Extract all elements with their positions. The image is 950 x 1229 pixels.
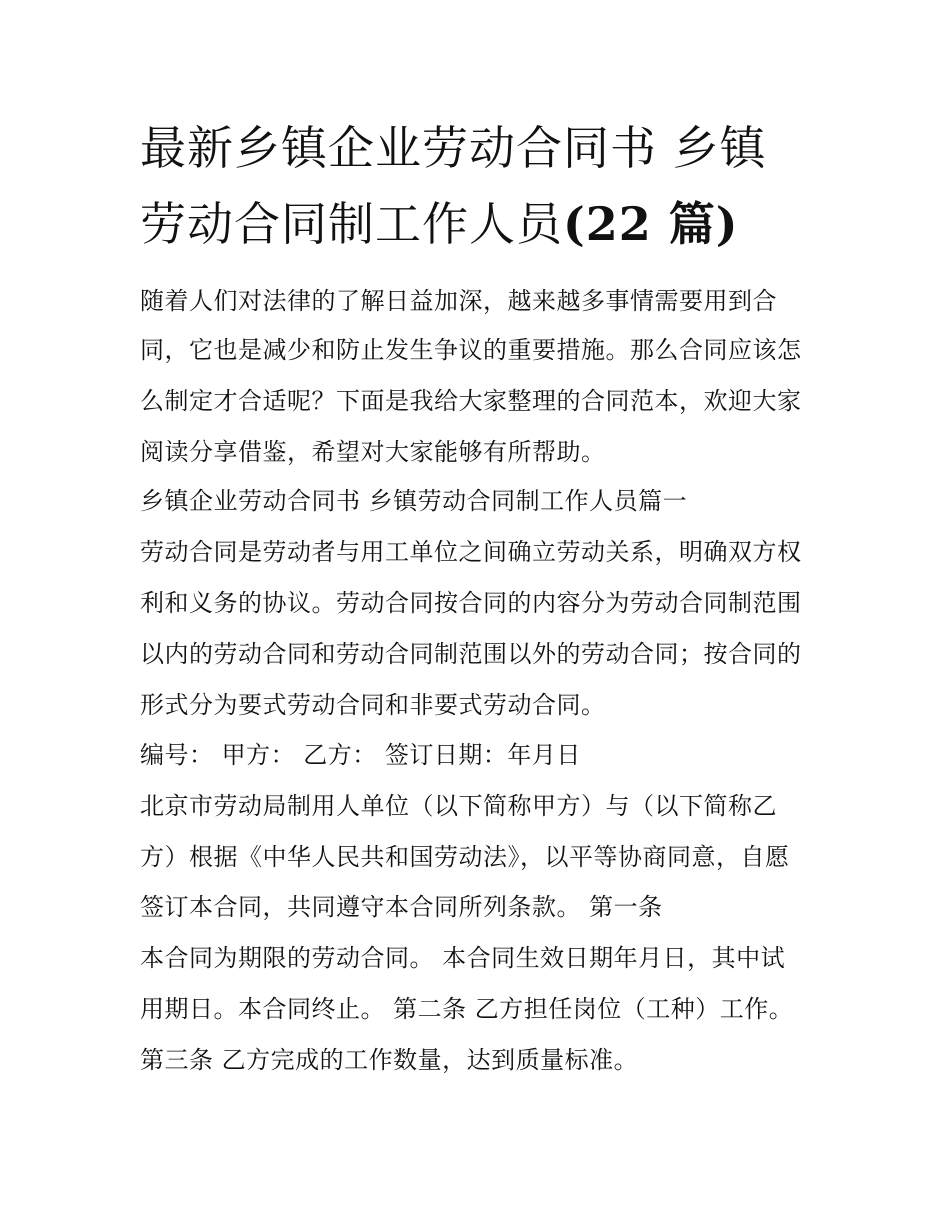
body-line-2: 利和义务的协议。劳动合同按合同的内容分为劳动合同制范围 — [140, 589, 802, 617]
body-line-10: 第三条 乙方完成的工作数量，达到质量标准。 — [140, 1046, 639, 1074]
document-title-line-2 — [140, 188, 820, 260]
intro-line-3: 么制定才合适呢？下面是我给大家整理的合同范本，欢迎大家 — [140, 387, 802, 415]
body-line-5: 北京市劳动局制用人单位（以下简称甲方）与（以下简称乙 — [140, 792, 777, 820]
contract-fields-line: 编号： 甲方： 乙方： 签订日期：年月日 — [140, 741, 581, 769]
section-heading: 乡镇企业劳动合同书 乡镇劳动合同制工作人员篇一 — [140, 487, 688, 515]
body-line-3: 以内的劳动合同和劳动合同制范围以外的劳动合同；按合同的 — [140, 640, 802, 668]
intro-line-4: 阅读分享借鉴，希望对大家能够有所帮助。 — [140, 438, 606, 466]
body-line-1: 劳动合同是劳动者与用工单位之间确立劳动关系，明确双方权 — [140, 538, 802, 566]
body-line-4: 形式分为要式劳动合同和非要式劳动合同。 — [140, 691, 606, 719]
document-title-line-1: 最新乡镇企业劳动合同书 乡镇 — [140, 121, 767, 175]
body-line-7: 签订本合同，共同遵守本合同所列条款。 第一条 — [140, 893, 663, 921]
body-line-8: 本合同为期限的劳动合同。 本合同生效日期年月日，其中试 — [140, 944, 786, 972]
intro-line-2: 同，它也是减少和防止发生争议的重要措施。那么合同应该怎 — [140, 336, 802, 364]
intro-line-1: 随着人们对法律的了解日益加深，越来越多事情需要用到合 — [140, 287, 777, 315]
body-line-6: 方）根据《中华人民共和国劳动法》，以平等协商同意，自愿 — [140, 843, 790, 871]
title-count-text: (22 篇) — [563, 197, 739, 251]
body-line-9: 用期日。本合同终止。 第二条 乙方担任岗位（工种）工作。 — [140, 995, 794, 1023]
title-main-text: 劳动合同制工作人员 — [140, 197, 563, 251]
